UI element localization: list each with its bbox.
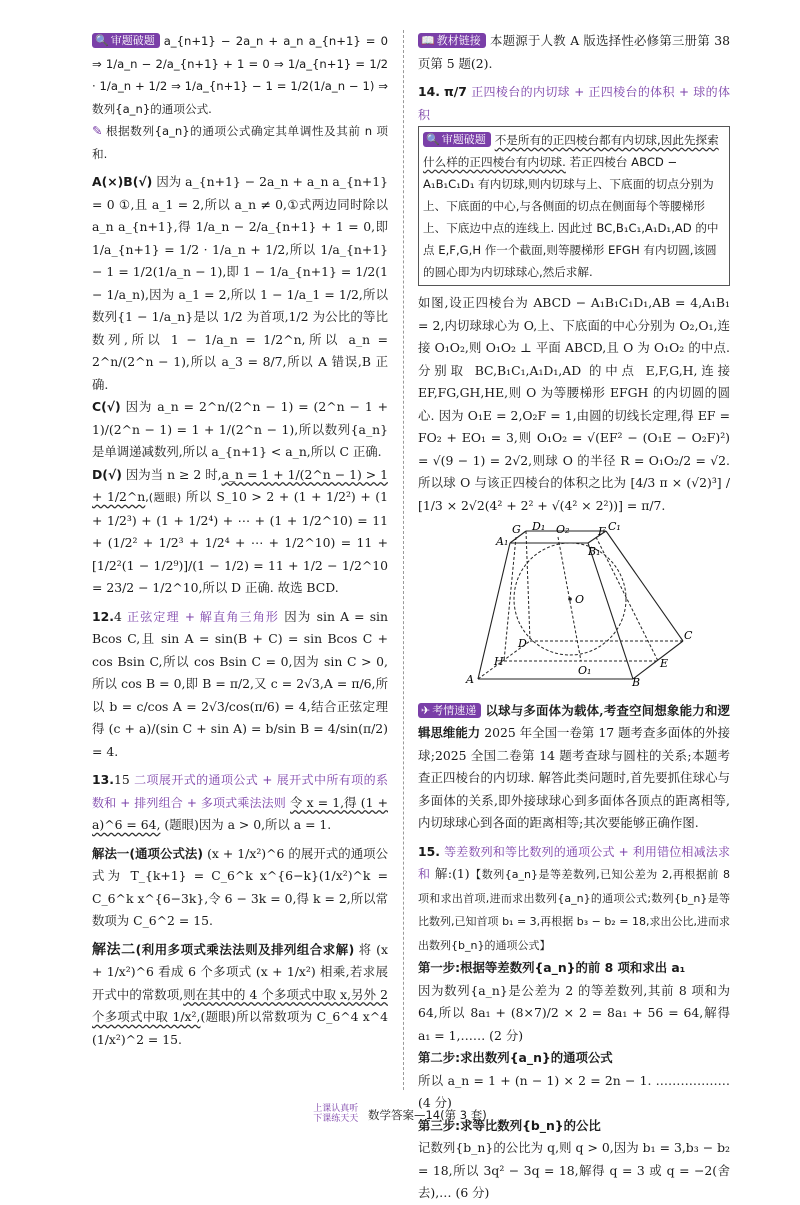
question-14-knowledge: 正四棱台的内切球 + 正四棱台的体积 + 球的体积 xyxy=(418,85,730,122)
option-ab xyxy=(92,171,388,396)
option-c-text: 因为 a_n = 2^n/(2^n − 1) = (2^n − 1 + 1)/(2^n − 1) = 1 + 1/(2^n − 1),所以数列{a_n}是单调递减数列,所以 a_{n+1} < a_n,所以 C 正确. xyxy=(92,399,388,459)
method-2-text-2: (题眼)所以常数项为 C_6^4 x^4 (1/x²)^2 = 15. xyxy=(92,1009,389,1047)
question-15-hint: 【数列{a_n}是等差数列,已知公差为 2,再根据前 8 项和求出首项,进而求出数列{a_n}的通项公式;数列{b_n}是等比数列,已知首项 b₁ = 3,再根据 b₃ − b₂ = 18,求出公比,进而求出数列{b_n}的通项公式】 xyxy=(418,868,730,952)
question-14 xyxy=(418,81,730,126)
option-d-text-2: 所以 S_10 > 2 + (1 + 1/2²) + (1 + 1/2³) + (1 + 1/2⁴) + ⋯ + (1 + 1/2^10) = 11 + (1/2² + 1/2³ + 1/2⁴ + ⋯ + 1/2^10) = 11 + [1/2²(1 − 1/2⁹)]/(1 − 1/2) = 11 + 1/2 − 1/2^10 = 23/2 − 1/2^10,所以 D 正确. 故选 BCD. xyxy=(92,489,388,595)
question-14-analysis-lead: 不是所有的正四棱台都有内切球,因此先探索什么样的正四棱台有内切球. xyxy=(423,133,719,169)
left-column xyxy=(92,30,388,1051)
textbook-tag: 📖 教材链接 xyxy=(418,33,486,48)
label-g: G xyxy=(512,523,521,536)
question-15 xyxy=(418,841,730,958)
analysis-paragraph-2 xyxy=(92,120,388,165)
label-b: B xyxy=(632,676,641,689)
question-12-solution: 因为 sin A = sin Bcos C,且 sin A = sin(B + C) = sin Bcos C + cos Bsin C,所以 cos Bsin C = 0,因为 sin C > 0,所以 cos B = 0,即 B = π/2,又 c = 2√3,A = π/6,所以 b = c/cos A = 2√3/cos(π/6) = 4,结合正弦定理得 (c + a)/(sin C + sin A) = b/sin B = 4/sin(π/2) = 4. xyxy=(92,608,388,759)
step-1-text: 因为数列{a_n}是公差为 2 的等差数列,其前 8 项和为 64,所以 8a₁ + (8×7)/2 × 2 = 8a₁ + 56 = 64,解得 a₁ = 1, xyxy=(418,982,730,1043)
option-d-text-1: 因为当 n ≥ 2 时, xyxy=(125,466,222,482)
label-a1: A₁ xyxy=(496,535,509,548)
label-e: E xyxy=(660,657,669,670)
question-12 xyxy=(92,606,388,764)
option-d-label: D(√) xyxy=(92,466,122,482)
question-13-text: (题眼)因为 a > 0,所以 a = 1. xyxy=(164,817,332,832)
exam-trend-highlight: 以球与多面体为载体,考查空间想象能力和逻辑思维能力 xyxy=(418,702,730,740)
pencil-icon: ✎ xyxy=(92,123,103,138)
step-3 xyxy=(418,1115,730,1205)
column-divider xyxy=(403,30,404,1090)
exam-tag: ✈ 考情速递 xyxy=(418,703,481,718)
method-2-label: 解法二 xyxy=(92,941,136,958)
page-footer xyxy=(0,1104,800,1124)
option-d xyxy=(92,464,388,600)
paper-plane-icon: ✈ xyxy=(421,703,431,717)
question-12-answer: 4 xyxy=(113,608,122,624)
option-d-key-step: a_n = 1 + 1/(2^n − 1) > 1 + 1/2^n xyxy=(92,466,388,504)
question-13-key-step: 令 x = 1,得 (1 + a)^6 = 64, xyxy=(92,794,388,832)
textbook-link xyxy=(418,30,730,75)
step-3-title: 第三步:求等比数列{b_n}的公比 xyxy=(418,1117,601,1133)
question-14-answer: π/7 xyxy=(443,84,467,99)
label-o: O xyxy=(575,593,585,606)
exam-trend-text: 2025 年全国一卷第 17 题考查多面体的外接球;2025 全国二卷第 14 题考查球与圆柱的关系;本题考查正四棱台的内切球. 解答此类问题时,首先要抓住球心与多面体的关系,即外接球球心到多面体各顶点的距离相等,内切球球心到各面的距离相等;其次要能够正确作图. xyxy=(418,725,730,830)
label-f: F xyxy=(598,525,606,538)
label-c: C xyxy=(684,629,693,642)
method-1-text: (x + 1/x²)^6 的展开式的通项公式为 T_{k+1} = C_6^k x^{6−k}(1/x²)^k = C_6^k x^{6−3k},令 6 − 3k = 0,得 k = 2,所以常数项为 C_6^2 = 15. xyxy=(92,845,388,928)
analysis-text: a_{n+1} − 2a_n + a_n a_{n+1} = 0 ⇒ 1/a_n − 2/a_{n+1} + 1 = 0 ⇒ 1/a_{n+1} = 1/2 · 1/a_n + 1/2 ⇒ 1/a_{n+1} − 1 = 1/2(1/a_n − 1) ⇒ 数列{a_n}的通项公式. xyxy=(92,34,388,116)
edge-bb1 xyxy=(588,543,633,679)
key-point-note: ,(题眼) xyxy=(145,491,182,504)
question-13 xyxy=(92,769,388,837)
magnifier-icon: 🔍 xyxy=(426,133,440,146)
label-h: H xyxy=(494,655,504,668)
frustum-figure xyxy=(438,521,730,694)
edge-cc1 xyxy=(606,531,683,641)
step-2-text: 所以 a_n = 1 + (n − 1) × 2 = 2n − 1. xyxy=(418,1072,652,1088)
question-12-number: 12. xyxy=(92,608,114,624)
question-13-answer: 15 xyxy=(113,772,130,787)
question-14-solution: 如图,设正四棱台为 ABCD − A₁B₁C₁D₁,AB = 4,A₁B₁ = 2,内切球球心为 O,上、下底面的中心分别为 O₂,O₁,连接 O₁O₂,则 O₁O₂ ⊥ 平面 ABCD,且 O 为 O₁O₂ 的中点. 分别取 BC,B₁C₁,A₁D₁,AD 的中点 E,F,G,H,连接 EF,FG,GH,HE,则 O 为等腰梯形 EFGH 的内切圆的圆心. 因为 O₁E = 2,O₂F = 1,由圆的切线长定理,得 EF = FO₂ + EO₁ = 3,则 O₁O₂ = √(EF² − (O₁E − O₂F)²) = √(9 − 1) = 2√2,则球 O 的半径 R = O₁O₂/2 = √2. 所以球 O 与该正四棱台的体积之比为 [4/3 π × (√2)³] / [1/3 × 2√2(4² + 2² + √(4² × 2²))] = π/7. xyxy=(418,295,730,513)
method-2-key-step: 则在其中的 4 个多项式中取 x,另外 2 个多项式中取 1/x², xyxy=(92,986,388,1024)
question-12-knowledge: 正弦定理 + 解直角三角形 xyxy=(127,609,280,624)
brand-logo: 上课认真听 下课练天天 xyxy=(313,1104,359,1124)
step-1-title: 第一步:根据等差数列{a_n}的前 8 项和求出 a₁ xyxy=(418,960,686,975)
step-2-title: 第二步:求出数列{a_n}的通项公式 xyxy=(418,1050,613,1065)
label-a: A xyxy=(466,673,474,686)
option-c xyxy=(92,396,388,464)
step-3-score: … (6 分) xyxy=(439,1185,490,1200)
label-d1: D₁ xyxy=(532,520,546,533)
frustum-diagram xyxy=(438,520,693,689)
label-b1: B₁ xyxy=(588,545,601,558)
method-2-note: (利用多项式乘法法则及排列组合求解) xyxy=(135,941,355,957)
option-ab-text: 因为 a_{n+1} − 2a_n + a_n a_{n+1} = 0 ①,且 a_1 = 2,所以 a_n ≠ 0,①式两边同时除以 a_n a_{n+1},得 1/a_n − 2/a_{n+1} + 1 = 0,即 1/a_{n+1} = 1/2 · 1/a_n + 1/2,所以 1/a_{n+1} − 1 = 1/2(1/a_n − 1),即 1 − 1/a_{n+1} = 1/2(1 − 1/a_n),因为 a_1 = 2,所以 1 − 1/a_1 = 1/2,所以数列{1 − 1/a_n}是以 1/2 为首项,1/2 为公比的等比数列,所以 1 − 1/a_n = 1/2^n,所以 a_n = 2^n/(2^n − 1),所以 a_3 = 8/7,所以 A 错误,B 正确. xyxy=(92,174,388,392)
label-o1: O₁ xyxy=(578,664,592,677)
question-15-number: 15. xyxy=(418,843,440,859)
book-icon: 📖 xyxy=(421,34,435,47)
exam-trend xyxy=(418,700,730,835)
option-c-label: C(√) xyxy=(92,399,121,414)
magnifier-icon: 🔍 xyxy=(95,34,109,47)
analysis-tag: 🔍 审题破题 xyxy=(92,33,160,48)
method-1 xyxy=(92,843,388,933)
edge-dd1 xyxy=(526,531,530,641)
method-1-label: 解法一(通项公式法) xyxy=(92,845,204,861)
question-14-number: 14. xyxy=(418,84,440,99)
step-1 xyxy=(418,957,730,1047)
label-d: D xyxy=(518,637,527,650)
label-c1: C₁ xyxy=(608,520,621,533)
right-column xyxy=(418,30,730,1205)
question-14-analysis-box xyxy=(418,126,730,286)
step-2-score: ……………… (4 分) xyxy=(418,1072,730,1110)
analysis-paragraph xyxy=(92,30,388,120)
analysis-text-2: 根据数列{a_n}的通项公式确定其单调性及其前 n 项和. xyxy=(92,124,388,161)
question-13-number: 13. xyxy=(92,772,114,787)
analysis-tag-2: 🔍 审题破题 xyxy=(423,132,491,147)
question-14-analysis-text: 若正四棱台 ABCD − A₁B₁C₁D₁ 有内切球,则内切球与上、下底面的切点分别为上、下底面的中心,与各侧面的切点在侧面每个等腰梯形上、下底边中点的连线上. 因此过 BC,B₁C₁,A₁D₁,AD 的中点 E,F,G,H 作一个截面,则等腰梯形 EFGH 有内切圆,该圆的圆心即为内切球球心,然后求解. xyxy=(423,155,719,279)
step-3-text: 记数列{b_n}的公比为 q,则 q > 0,因为 b₁ = 3,b₃ − b₂ = 18,所以 3q² − 3q = 18,解得 q = 3 或 q = −2(舍去), xyxy=(418,1140,730,1200)
option-ab-label: A(×)B(√) xyxy=(92,174,153,189)
center-o xyxy=(568,597,572,601)
question-13-knowledge: 二项展开式的通项公式 + 展开式中所有项的系数和 + 排列组合 + 多项式乘法法则 xyxy=(92,773,388,810)
question-15-knowledge: 等差数列和等比数列的通项公式 + 利用错位相减法求和 xyxy=(418,844,730,881)
method-2 xyxy=(92,939,388,1052)
label-o2: O₂ xyxy=(556,523,570,536)
step-1-score: …… (2 分) xyxy=(460,1027,524,1043)
page-number: 数学答案—14(第 3 套) xyxy=(367,1108,487,1122)
textbook-text: 本题源于人教 A 版选择性必修第三册第 38 页第 5 题(2). xyxy=(418,33,730,71)
question-15-solution-label: 解:(1) xyxy=(435,866,470,881)
method-2-text-1: 将 (x + 1/x²)^6 看成 6 个多项式 (x + 1/x²) 相乘,若求展开式中的常数项, xyxy=(92,941,389,1002)
